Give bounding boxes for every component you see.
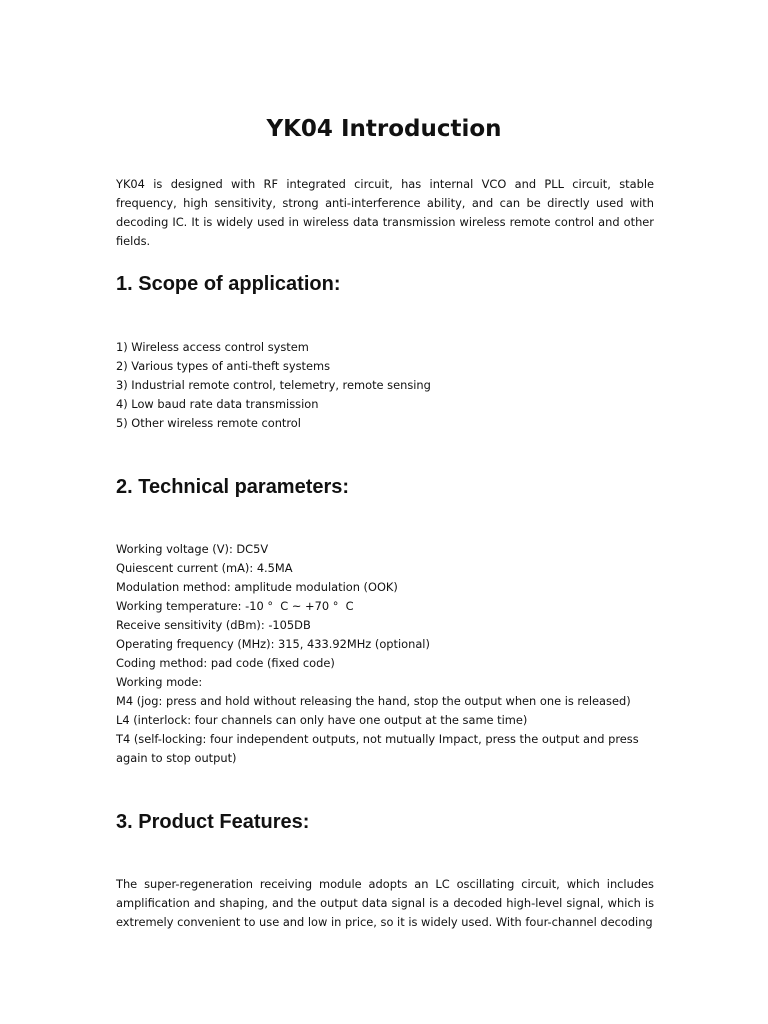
list-item: Working temperature: -10 ° C ~ +70 ° C: [116, 599, 354, 613]
list-item: 2) Various types of anti-theft systems: [116, 359, 331, 373]
list-item: M4 (jog: press and hold without releasing the hand, stop the output when one is released): [116, 694, 631, 708]
list-item: 1) Wireless access control system: [116, 340, 309, 354]
list-item: 5) Other wireless remote control: [116, 416, 301, 430]
list-item: 4) Low baud rate data transmission: [116, 397, 319, 411]
list-item: Working voltage (V): DC5V: [116, 542, 269, 556]
application-list: [116, 338, 676, 433]
list-item: Quiescent current (mA): 4.5MA: [116, 561, 293, 575]
list-item: Modulation method: amplitude modulation (OOK): [116, 580, 398, 594]
list-item: Coding method: pad code (fixed code): [116, 656, 335, 670]
intro-paragraph: YK04 is designed with RF integrated circuit, has internal VCO and PLL circuit, stable frequency, high sensitivity, strong anti-interference ability, and can be directly used with decoding IC. It is widely used in wireless data transmission wireless remote control and other fields.: [116, 177, 654, 248]
list-item: Receive sensitivity (dBm): -105DB: [116, 618, 311, 632]
list-item: L4 (interlock: four channels can only have one output at the same time): [116, 713, 528, 727]
section-heading-parameters: 2. Technical parameters:: [116, 476, 350, 498]
section-heading-scope: 1. Scope of application:: [116, 273, 341, 295]
parameter-list: [116, 540, 676, 768]
document-title: YK04 Introduction: [266, 116, 502, 142]
list-item: Operating frequency (MHz): 315, 433.92MHz (optional): [116, 637, 430, 651]
list-item: T4 (self-locking: four independent outputs, not mutually Impact, press the output and press again to stop output): [116, 732, 639, 765]
list-item: Working mode:: [116, 675, 203, 689]
features-paragraph: The super-regeneration receiving module adopts an LC oscillating circuit, which includes amplification and shaping, and the output data signal is a decoded high-level signal, which is extremely convenient to use and low in price, so it is widely used. With four-channel decoding: [116, 877, 654, 929]
section-heading-features: 3. Product Features:: [116, 811, 310, 833]
list-item: 3) Industrial remote control, telemetry, remote sensing: [116, 378, 431, 392]
